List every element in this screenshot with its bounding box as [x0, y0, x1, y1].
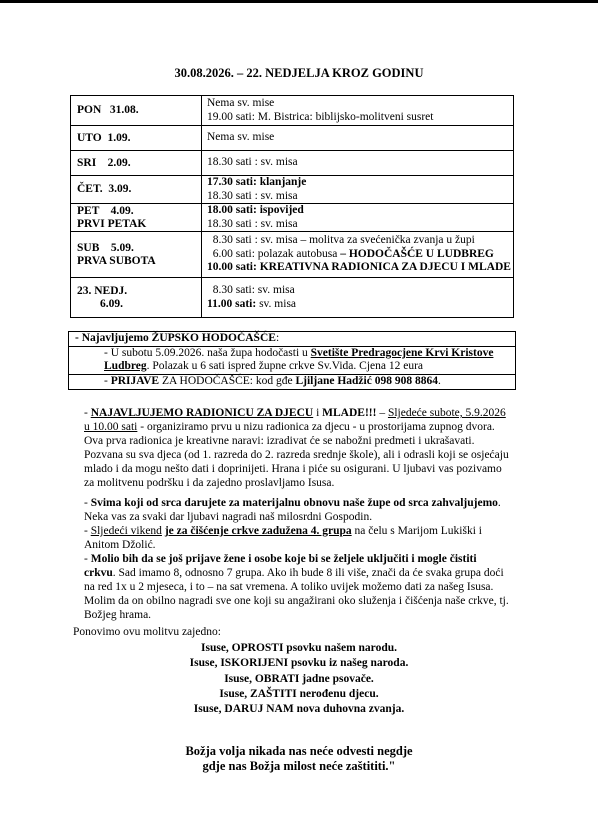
text-run: - [84, 553, 91, 565]
top-border-line [0, 0, 598, 3]
text-run: - [84, 407, 91, 419]
schedule-day [71, 96, 202, 126]
pilgrimage-row [69, 346, 515, 374]
text-run: MLADE!!! [322, 407, 377, 419]
text-run: – [376, 407, 388, 419]
prayer-intro: Ponovimo ovu molitvu zajedno: [73, 626, 221, 638]
schedule-line [207, 218, 513, 232]
schedule-description [202, 126, 514, 151]
schedule-description [202, 204, 514, 232]
day-label: SRI 2.09. [77, 156, 131, 169]
text-run: . [437, 375, 441, 387]
text-run: Sljedeće subote, 5.9.2026 u 10.00 sati [84, 407, 506, 433]
text-run: Svetište Predragocjene Krvi Kristove Ludbreg [104, 347, 494, 372]
text-run: 18.30 sati : sv. misa [207, 189, 298, 202]
day-label: 6.09. [77, 297, 123, 310]
schedule-description [202, 232, 514, 278]
page-title: 30.08.2026. – 22. NEDJELJA KROZ GODINU [174, 66, 424, 80]
text-run: - U subotu 5.09.2026. naša župa hodočasti u [104, 347, 311, 359]
text-run: PRIJAVE [110, 375, 160, 387]
closing-line: gdje nas Božja milost neće zaštititi." [202, 759, 396, 773]
schedule-line [207, 234, 513, 248]
day-label: 23. NEDJ. [77, 284, 128, 297]
text-run: . Polazak u 6 sati ispred župne crkve Sv.Vida. Cjena 12 eura [146, 360, 424, 372]
schedule-row [71, 232, 514, 278]
schedule-description [202, 151, 514, 176]
text-run: - Najavljujemo ŽUPSKO HODOČAŠĆE [75, 332, 276, 344]
schedule-description [202, 176, 514, 204]
schedule-description [202, 278, 514, 318]
schedule-row [71, 204, 514, 232]
pilgrimage-row [69, 374, 515, 389]
announcement-paragraph [84, 552, 510, 622]
schedule-row [71, 278, 514, 318]
text-run: 8.30 sati : sv. misa – molitva za svećenička zvanja u župi [207, 234, 475, 247]
text-run: ZA HODOČAŠĆE: kod gđe [159, 375, 296, 387]
prayer-line: Isuse, ZAŠTITI nerođenu djecu. [219, 687, 379, 700]
text-run: 18.30 sati : sv. misa [207, 217, 298, 230]
schedule-line [207, 190, 513, 204]
closing-line: Božja volja nikada nas neće odvesti negdje [185, 744, 413, 758]
text-run: - organiziramo prvu u nizu radionica za djecu - u prostorijama zupnog dvora. Ova prva radionica je kreativne naravi: izradivat će se nabožni predmeti i ukrašavati. Pozvana su sva djeca (od 1. razreda do 2. razreda srednje škole), ali i odrasli koji se osjećaju mlado i da mogu nešto dati i doprinijeti. Hrana i piće su osigurani. U ljubavi vas pozivamo za molitvenu podršku i da zajedno proslavljamo Isusa. [84, 421, 509, 489]
text-run: Sljedeći vikend [90, 525, 162, 537]
schedule-day [71, 126, 202, 151]
schedule-row [71, 126, 514, 151]
text-run: . Sad imamo 8, odnosno 7 grupa. Ako ih bude 8 ili više, znači da će svaka grupa doći na red 1x u 2 mjeseca, i to – na sat vremena. A toliko uvijek možemo dati za našeg Isusa. Molim da on obilno nagradi sve one koji su angažirani oko služenja i čišćenja naše crkve, tj. Božjeg hrama. [84, 567, 509, 621]
pilgrimage-row [69, 332, 515, 346]
text-run: . Neka vas za svaki dar ljubavi nagradi naš milosrdni Gospodin. [84, 497, 501, 523]
text-run: - [104, 375, 111, 387]
closing-quote [0, 744, 598, 774]
prayer-line: Isuse, ISKORIJENI psovku iz našeg naroda. [189, 657, 409, 670]
text-run: Ljiljane Hadžić 098 908 8864 [295, 375, 438, 387]
text-run: 18.30 sati : sv. misa [207, 156, 298, 169]
schedule-day [71, 278, 202, 318]
text-run: NAJAVLJUJEMO RADIONICU ZA DJECU [90, 407, 314, 419]
text-run: 18.00 sati: ispovijed [207, 204, 304, 216]
schedule-line [207, 204, 513, 218]
day-label: UTO 1.09. [77, 131, 131, 144]
text-run: sv. misa [256, 297, 297, 310]
schedule-line [207, 97, 513, 111]
schedule-row [71, 96, 514, 126]
text-run: Svima koji od srca darujete za materijalnu obnovu naše župe od srca zahvaljujemo [90, 497, 498, 509]
prayer-line: Isuse, OPROSTI psovku našem narodu. [201, 642, 397, 654]
schedule-line [207, 284, 513, 298]
day-label: PET 4.09. [77, 204, 134, 217]
text-run: 6.00 sati: polazak autobusa [207, 247, 341, 260]
day-label: PRVI PETAK [77, 217, 147, 230]
text-run: Molio bih da se još prijave žene i osobe koje bi se željele uključiti i mogle čistiti crkvu [84, 553, 477, 579]
day-label: SUB 5.09. [77, 241, 134, 254]
schedule-line [207, 261, 513, 275]
schedule-line [207, 176, 513, 190]
text-run: Nema sv. mise [207, 97, 275, 109]
text-run: - [84, 497, 91, 509]
schedule-line [207, 131, 513, 145]
text-run: 10.00 sati: KREATIVNA RADIONICA ZA DJECU I MLADE [207, 261, 511, 274]
schedule-row [71, 176, 514, 204]
text-run: 19.00 sati: M. Bistrica: biblijsko-molitveni susret [207, 110, 434, 123]
announcement-paragraph [84, 406, 510, 490]
schedule-day [71, 151, 202, 176]
pilgrimage-announcement-box [68, 331, 516, 390]
schedule-line [207, 156, 513, 170]
text-run: : [275, 332, 280, 344]
schedule-day [71, 232, 202, 278]
day-label: ČET. 3.09. [77, 183, 132, 195]
day-label: PRVA SUBOTA [77, 254, 156, 267]
text-run: 17.30 sati: klanjanje [207, 176, 307, 188]
schedule-day [71, 204, 202, 232]
prayer-line: Isuse, OBRATI jadne psovače. [224, 672, 374, 685]
schedule-row [71, 151, 514, 176]
text-run: - [84, 525, 91, 537]
text-run: 8.30 sati: sv. misa [207, 284, 295, 296]
text-run: i [313, 407, 323, 419]
text-run: – HODOČAŠĆE U LUDBREG [340, 247, 494, 260]
text-run: je za čišćenje crkve zadužena 4. grupa [164, 525, 352, 537]
announcement-paragraph [84, 496, 510, 524]
text-run: 11.00 sati: [207, 297, 257, 310]
schedule-line [207, 298, 513, 312]
text-run: Nema sv. mise [207, 131, 275, 144]
schedule-line [207, 111, 513, 125]
schedule-day [71, 176, 202, 204]
prayer-block [0, 641, 598, 717]
schedule-line [207, 248, 513, 262]
text-run: na čelu s Marijom Lukiški i Anitom Džolić. [84, 525, 482, 551]
schedule-table [70, 95, 514, 318]
announcement-paragraph [84, 524, 510, 552]
prayer-line: Isuse, DARUJ NAM nova duhovna zvanja. [193, 703, 405, 716]
day-label: PON 31.08. [77, 104, 139, 116]
schedule-description [202, 96, 514, 126]
